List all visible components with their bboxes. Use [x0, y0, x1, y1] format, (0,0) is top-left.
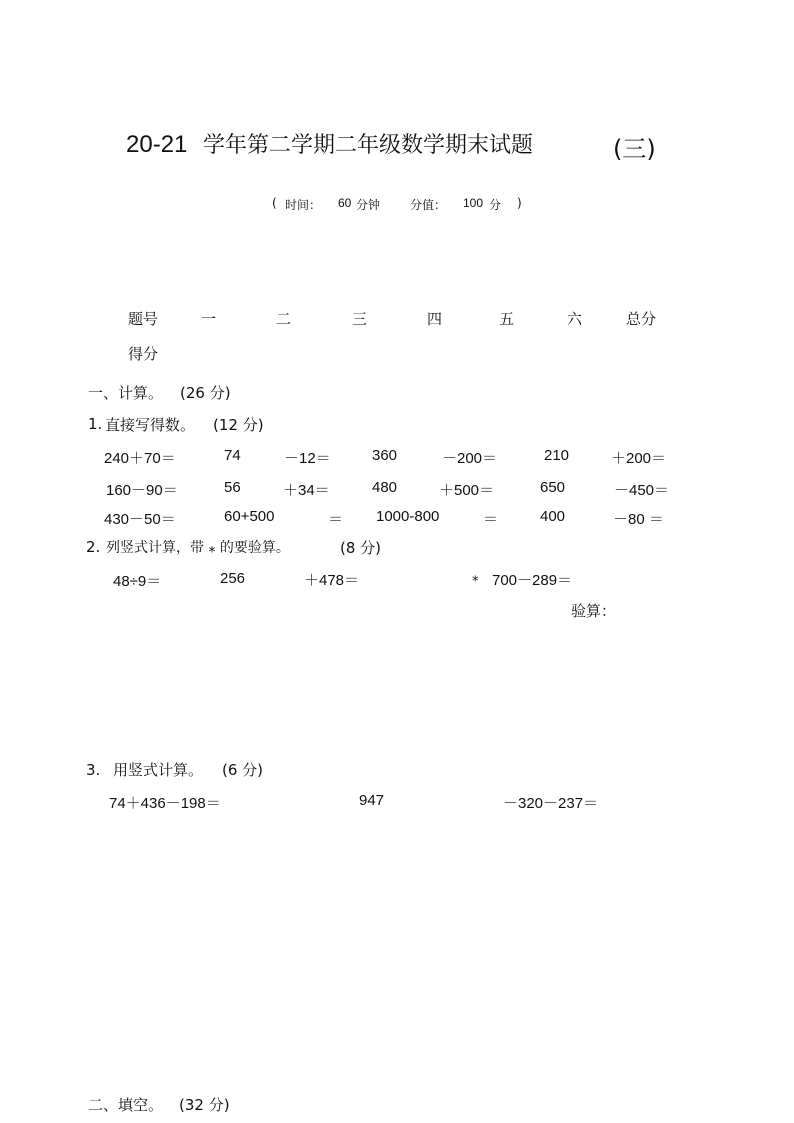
score-table-header-label: 题号: [128, 310, 159, 328]
q3-item: 947: [359, 792, 385, 809]
q2-item: 700－289＝: [492, 572, 573, 589]
q2-item: 256: [220, 570, 246, 587]
time-label: 时间：: [285, 198, 322, 212]
q2-item: 48÷9＝: [113, 573, 162, 590]
section1-heading: 一、计算。: [88, 384, 164, 402]
section2-points: (32 分): [179, 1096, 230, 1114]
score-table-col-4: 四: [427, 310, 443, 328]
time-unit: 分钟: [356, 198, 381, 212]
q2-text: 列竖式计算，带 ⁎ 的要验算。: [106, 540, 290, 556]
q1-item: 400: [540, 508, 566, 525]
q3-item: 74＋436－198＝: [109, 795, 221, 812]
q1-item: －200＝: [442, 450, 498, 467]
q1-item: 160－90＝: [106, 482, 178, 499]
q1-item: 480: [372, 479, 398, 496]
q1-item: 430－50＝: [104, 511, 176, 528]
q2-points: (8 分): [340, 539, 382, 557]
star-mark: ⁎: [472, 570, 479, 585]
page-title: 学年第二学期二年级数学期末试题: [203, 133, 534, 158]
score-value: 100: [463, 196, 484, 210]
q1-item: 240＋70＝: [104, 450, 176, 467]
q1-number: 1.: [88, 415, 103, 433]
q1-item: ＝: [328, 511, 344, 528]
time-value: 60: [338, 196, 352, 210]
q1-points: (12 分): [213, 416, 264, 434]
q1-item: 60+500: [224, 508, 275, 525]
score-table-col-5: 五: [499, 310, 515, 328]
check-label: 验算：: [571, 602, 617, 620]
score-table-col-3: 三: [352, 310, 368, 328]
q1-item: 210: [544, 447, 570, 464]
q1-item: 650: [540, 479, 566, 496]
section2-heading: 二、填空。: [88, 1096, 164, 1114]
q1-item: 56: [224, 479, 241, 496]
q1-item: 360: [372, 447, 398, 464]
section1-points: (26 分): [180, 384, 231, 402]
title-year: 20-21: [126, 131, 188, 158]
q1-item: －450＝: [614, 482, 670, 499]
score-table-col-1: 一: [201, 310, 217, 328]
score-table-col-6: 六: [567, 310, 583, 328]
q3-points: (6 分): [222, 761, 264, 779]
q2-item: ＋478＝: [304, 572, 360, 589]
q1-item: ＋500＝: [439, 482, 495, 499]
score-label: 分值：: [410, 198, 447, 212]
q3-text: 用竖式计算。: [113, 761, 204, 779]
subtitle-close: ): [517, 196, 522, 210]
score-table-col-total: 总分: [626, 310, 657, 328]
q2-number: 2.: [86, 538, 101, 556]
q1-item: ＋34＝: [283, 482, 330, 499]
title-suffix: (三): [613, 135, 656, 163]
q3-number: 3.: [86, 761, 101, 779]
q1-text: 直接写得数。: [105, 416, 196, 434]
q1-item: ＋200＝: [611, 450, 667, 467]
q1-item: －80 ＝: [613, 511, 664, 528]
q1-item: 1000-800: [376, 508, 440, 525]
q3-item: －320－237＝: [503, 795, 599, 812]
score-unit: 分: [489, 198, 502, 212]
score-table-col-2: 二: [276, 310, 292, 328]
q1-item: 74: [224, 447, 241, 464]
q1-item: ＝: [483, 511, 499, 528]
q1-item: －12＝: [284, 450, 331, 467]
subtitle-open: (: [272, 196, 277, 210]
score-table-row-label: 得分: [128, 345, 159, 363]
